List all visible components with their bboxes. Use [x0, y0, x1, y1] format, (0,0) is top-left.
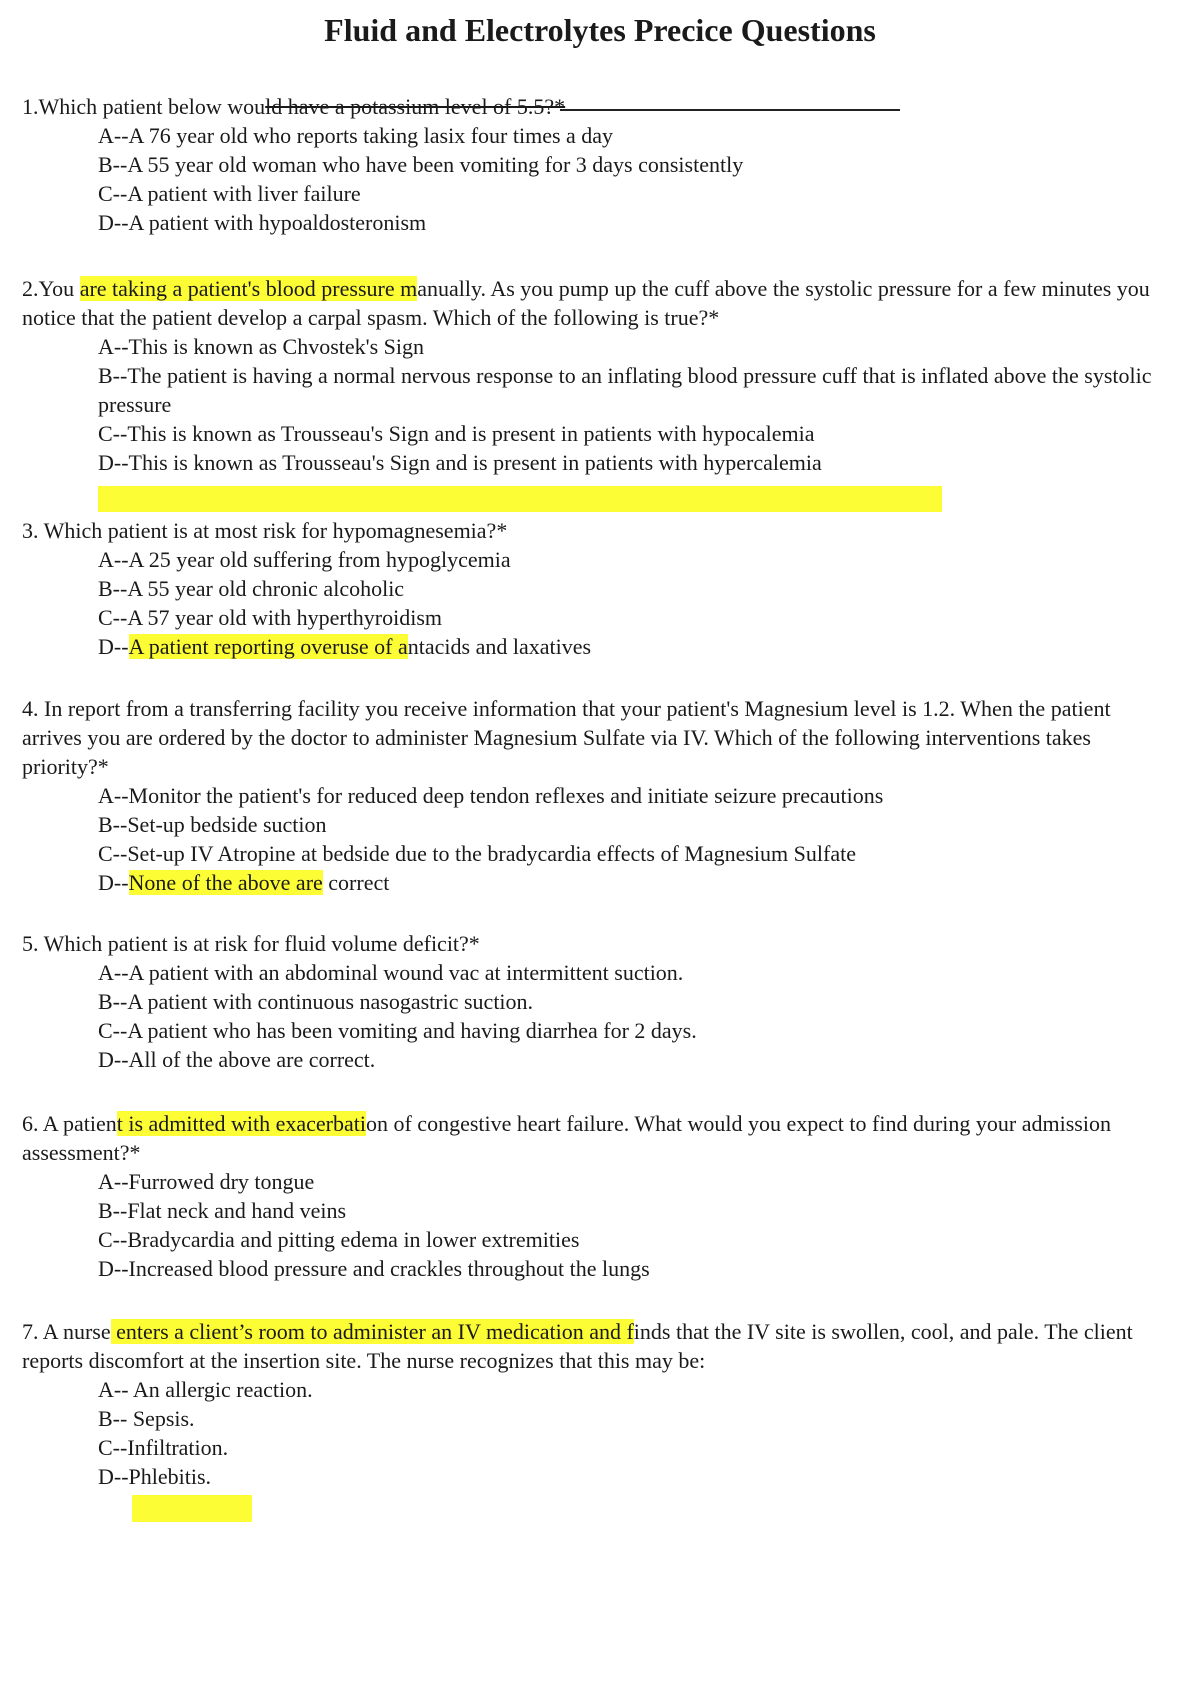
answer-options	[98, 1375, 1172, 1491]
answer-option: D--Increased blood pressure and crackles throughout the lungs	[98, 1256, 650, 1281]
document-title: Fluid and Electrolytes Precice Questions	[324, 12, 876, 48]
answer-options	[98, 332, 1172, 477]
answer-option: B--The patient is having a normal nervous response to an inflating blood pressure cuff that is inflated above the systolic pressure	[98, 363, 1152, 417]
question-7	[22, 1317, 1172, 1491]
answer-option: A--Furrowed dry tongue	[98, 1169, 315, 1194]
question-2	[22, 274, 1172, 477]
question-stem: 6. A patient is admitted with exacerbation of congestive heart failure. What would you expect to find during your admission assessment?*	[22, 1111, 1111, 1165]
answer-option: A--A patient with an abdominal wound vac at intermittent suction.	[98, 960, 684, 985]
answer-option: D--A patient with hypoaldosteronism	[98, 210, 427, 235]
answer-option: B--A 55 year old chronic alcoholic	[98, 576, 405, 601]
question-stem: 3. Which patient is at most risk for hypomagnesemia?*	[22, 518, 508, 543]
answer-option: B--A patient with continuous nasogastric suction.	[98, 989, 534, 1014]
answer-option: B--Set-up bedside suction	[98, 812, 327, 837]
answer-option: D--Phlebitis.	[98, 1464, 212, 1489]
highlighted-text: are taking a patient's blood pressure m	[79, 276, 418, 301]
question-stem: 5. Which patient is at risk for fluid volume deficit?*	[22, 931, 480, 956]
question-stem: 1.Which patient below would have a potassium level of 5.5?*	[22, 94, 566, 119]
answer-option: C--Bradycardia and pitting edema in lower extremities	[98, 1227, 580, 1252]
strike-rule	[560, 109, 900, 111]
answer-option: B-- Sepsis.	[98, 1406, 195, 1431]
highlighted-text: None of the above are	[128, 870, 323, 895]
answer-option: D--All of the above are correct.	[98, 1047, 376, 1072]
answer-option: C--This is known as Trousseau's Sign and is present in patients with hypocalemia	[98, 421, 815, 446]
answer-option: C--Set-up IV Atropine at bedside due to the bradycardia effects of Magnesium Sulfate	[98, 841, 856, 866]
question-5	[22, 929, 1172, 1074]
struck-text: ld have a potassium level of 5.5?*	[265, 94, 566, 119]
highlighted-text: enters a client’s room to administer an IV medication and f	[110, 1319, 634, 1344]
question-1	[22, 92, 1172, 237]
answer-options	[98, 781, 1172, 897]
answer-option: D--This is known as Trousseau's Sign and is present in patients with hypercalemia	[98, 450, 822, 475]
question-3	[22, 516, 1172, 661]
highlighted-text: A patient reporting overuse of a	[128, 634, 408, 659]
question-4	[22, 694, 1172, 897]
answer-option: C--Infiltration.	[98, 1435, 229, 1460]
answer-option: D--None of the above are correct	[98, 870, 390, 895]
question-stem: 7. A nurse enters a client’s room to administer an IV medication and finds that the IV site is swollen, cool, and pale. The client reports discomfort at the insertion site. The nurse recognizes that this may be:	[22, 1319, 1133, 1373]
question-stem: 2.You are taking a patient's blood pressure manually. As you pump up the cuff above the systolic pressure for a few minutes you notice that the patient develop a carpal spasm. Which of the following is true?*	[22, 276, 1150, 330]
answer-option: D--A patient reporting overuse of antacids and laxatives	[98, 634, 592, 659]
highlight-bar	[132, 1495, 252, 1522]
answer-option: A-- An allergic reaction.	[98, 1377, 313, 1402]
question-6	[22, 1109, 1172, 1283]
highlight-bar	[98, 486, 942, 512]
question-stem: 4. In report from a transferring facility you receive information that your patient's Magnesium level is 1.2. When the patient arrives you are ordered by the doctor to administer Magnesium Sulfate via IV. Which of the following interventions takes priority?*	[22, 696, 1111, 779]
answer-option: B--A 55 year old woman who have been vomiting for 3 days consistently	[98, 152, 744, 177]
answer-option: A--Monitor the patient's for reduced deep tendon reflexes and initiate seizure precautions	[98, 783, 884, 808]
answer-option: A--A 25 year old suffering from hypoglycemia	[98, 547, 511, 572]
answer-options	[98, 121, 1172, 237]
answer-options	[98, 958, 1172, 1074]
highlighted-text: t is admitted with exacerbati	[116, 1111, 366, 1136]
answer-option: C--A patient who has been vomiting and having diarrhea for 2 days.	[98, 1018, 697, 1043]
answer-options	[98, 545, 1172, 661]
answer-options	[98, 1167, 1172, 1283]
answer-option: C--A 57 year old with hyperthyroidism	[98, 605, 443, 630]
answer-option: C--A patient with liver failure	[98, 181, 361, 206]
answer-option: A--This is known as Chvostek's Sign	[98, 334, 425, 359]
answer-option: A--A 76 year old who reports taking lasix four times a day	[98, 123, 614, 148]
answer-option: B--Flat neck and hand veins	[98, 1198, 347, 1223]
